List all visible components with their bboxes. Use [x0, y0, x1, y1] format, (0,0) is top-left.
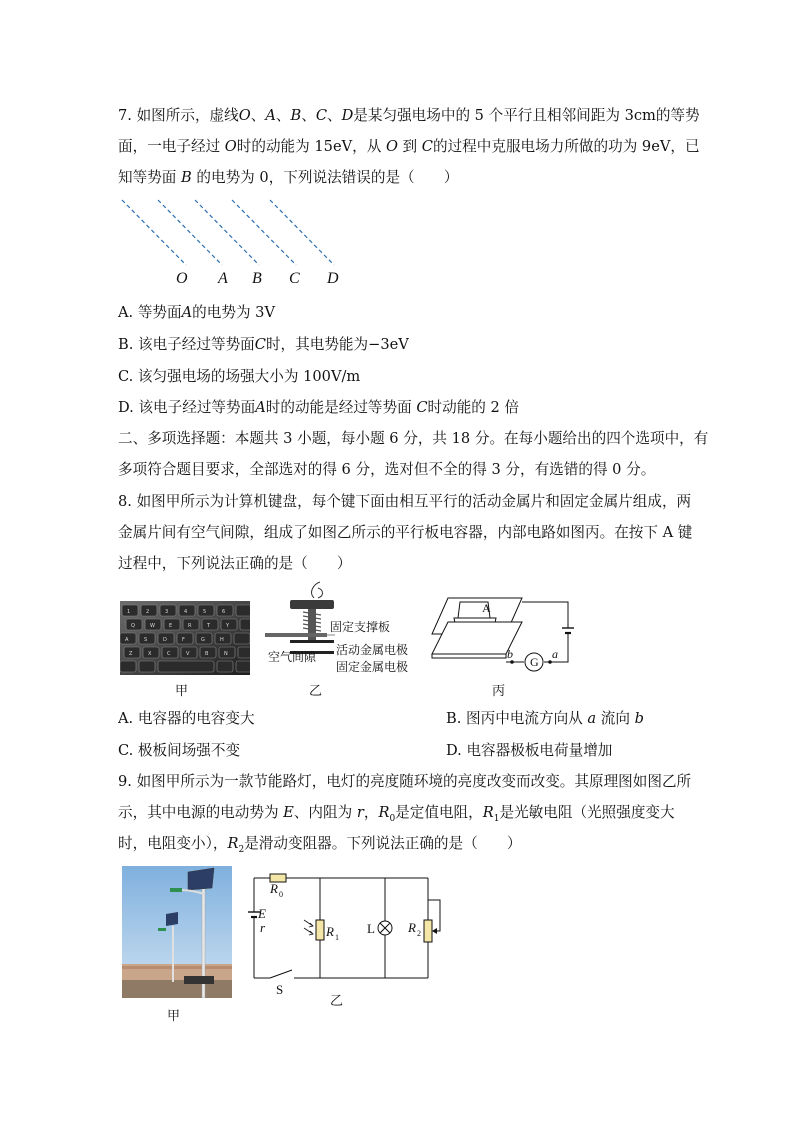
q8-line-3: 过程中，下列说法正确的是（ ）	[118, 555, 352, 572]
q8-caption-yi: 乙	[309, 684, 323, 699]
label-movable-electrode: 活动金属电极	[336, 643, 409, 657]
label-b: B	[252, 270, 262, 287]
street-lamp-photo	[122, 866, 232, 998]
label-r1: R	[326, 924, 334, 939]
q7-option-c: C. 该匀强电场的场强大小为 100V/m	[118, 368, 361, 385]
svg-text:Q: Q	[131, 623, 135, 629]
svg-text:F: F	[182, 637, 185, 643]
svg-text:B: B	[205, 651, 209, 657]
q8-caption-jia: 甲	[175, 684, 189, 699]
svg-text:N: N	[224, 651, 228, 657]
equipotential-line-b	[195, 200, 259, 265]
capacitor-circuit-diagram	[428, 592, 578, 672]
section-2-heading-line-2: 多项符合题目要求，全部选对的得 6 分，选对但不全的得 3 分，有选错的得 0 分。	[118, 461, 656, 478]
equipotential-line-c	[232, 200, 296, 265]
solar-panel-large	[188, 868, 214, 890]
q9-caption-yi: 乙	[330, 994, 344, 1009]
label-r: r	[260, 920, 266, 935]
q7-option-a: A. 等势面A的电势为 3V	[118, 304, 275, 321]
svg-text:X: X	[148, 651, 152, 657]
label-fixed-electrode: 固定金属电极	[336, 660, 409, 674]
label-c: C	[289, 270, 300, 287]
point-label-a: a	[552, 647, 558, 661]
svg-text:R: R	[188, 623, 192, 629]
equipotential-line-o	[122, 200, 186, 265]
svg-text:Y: Y	[226, 623, 230, 629]
svg-text:V: V	[186, 651, 190, 657]
finger-icon	[312, 582, 320, 598]
q7-option-b: B. 该电子经过等势面C时，其电势能为−3eV	[118, 336, 409, 353]
q9-line-3: 时，电阻变小），$R_2$是滑动变阻器。下列说法正确的是（ ）	[118, 835, 522, 855]
label-r1-sub: 1	[335, 933, 339, 942]
equipotential-line-d	[270, 200, 334, 265]
q7-option-d: D. 该电子经过等势面A时的动能是经过等势面 C时动能的 2 倍	[118, 399, 520, 416]
q7-line-1: 7. 如图所示，虚线O、A、B、C、D是某匀强电场中的 5 个平行且相邻间距为 3cm的等势	[118, 107, 700, 124]
rheostat-r2	[424, 920, 432, 942]
section-2-heading-line-1: 二、多项选择题：本题共 3 小题，每小题 6 分，共 18 分。在每小题给出的四个选项中，有	[118, 430, 709, 447]
q8-caption-bing: 丙	[492, 684, 506, 699]
q7-line-2: 面，一电子经过 O时的动能为 15eV，从 O 到 C的过程中克服电场力所做的功为 9eV，已	[118, 138, 700, 155]
q8-option-d: D. 电容器极板电荷量增加	[446, 742, 613, 759]
svg-text:C: C	[167, 651, 171, 657]
svg-text:2: 2	[146, 609, 150, 615]
svg-text:S: S	[144, 637, 148, 643]
light-arrows-icon	[304, 920, 313, 935]
svg-text:Z: Z	[129, 651, 133, 657]
switch-s	[270, 970, 292, 978]
q8-option-a: A. 电容器的电容变大	[118, 710, 255, 727]
q9-line-2: 示，其中电源的电动势为 E、内阻为 r，$R_0$是定值电阻，$R_1$是光敏电阻（光照强度变大	[118, 804, 675, 824]
q9-line-1: 9. 如图甲所示为一款节能路灯，电灯的亮度随环境的亮度改变而改变。其原理图如图乙所	[118, 773, 692, 790]
key-cap	[290, 600, 334, 609]
q8-option-b: B. 图丙中电流方向从 a 流向 b	[446, 710, 644, 727]
svg-text:3: 3	[165, 609, 169, 615]
equipotential-diagram	[118, 195, 358, 290]
q9-caption-jia: 甲	[167, 1009, 181, 1024]
street-lamp-circuit-diagram	[240, 866, 460, 1000]
svg-text:4: 4	[184, 609, 188, 615]
fixed-support-plate	[265, 633, 327, 637]
label-s: S	[276, 982, 284, 997]
label-r0: R	[270, 881, 278, 896]
galvanometer-label: G	[530, 655, 539, 669]
keyboard-photo	[120, 601, 250, 675]
svg-text:6: 6	[222, 609, 226, 615]
svg-text:5: 5	[203, 609, 207, 615]
svg-text:T: T	[207, 623, 211, 629]
label-a: A	[218, 270, 228, 287]
svg-text:1: 1	[127, 609, 131, 615]
label-r2-sub: 2	[417, 929, 421, 938]
label-fixed-support-plate: 固定支撑板	[330, 620, 391, 634]
svg-text:D: D	[163, 637, 167, 643]
q7-line-3: 知等势面 B 的电势为 0，下列说法错误的是（ ）	[118, 169, 459, 186]
svg-text:H: H	[220, 637, 224, 643]
label-e: E	[258, 906, 266, 921]
point-label-b: b	[507, 647, 513, 661]
label-d: D	[327, 270, 339, 287]
label-r2: R	[408, 920, 416, 935]
label-r0-sub: 0	[279, 890, 283, 899]
q8-line-2: 金属片间有空气间隙，组成了如图乙所示的平行板电容器，内部电路如图丙。在按下 A 键	[118, 524, 693, 541]
label-air-gap: 空气间隙	[268, 650, 317, 664]
svg-text:W: W	[150, 623, 155, 629]
equipotential-line-a	[158, 200, 222, 265]
svg-text:E: E	[169, 623, 173, 629]
svg-text:G: G	[201, 637, 205, 643]
q8-line-1: 8. 如图甲所示为计算机键盘，每个键下面由相互平行的活动金属片和固定金属片组成，两	[118, 493, 692, 510]
photoresistor-r1	[316, 920, 324, 940]
svg-text:A: A	[125, 637, 129, 643]
label-l: L	[367, 921, 375, 936]
movable-electrode	[290, 640, 334, 643]
q8-option-c: C. 极板间场强不变	[118, 742, 241, 759]
key-label-a: A	[482, 601, 491, 615]
label-o: O	[176, 270, 188, 287]
